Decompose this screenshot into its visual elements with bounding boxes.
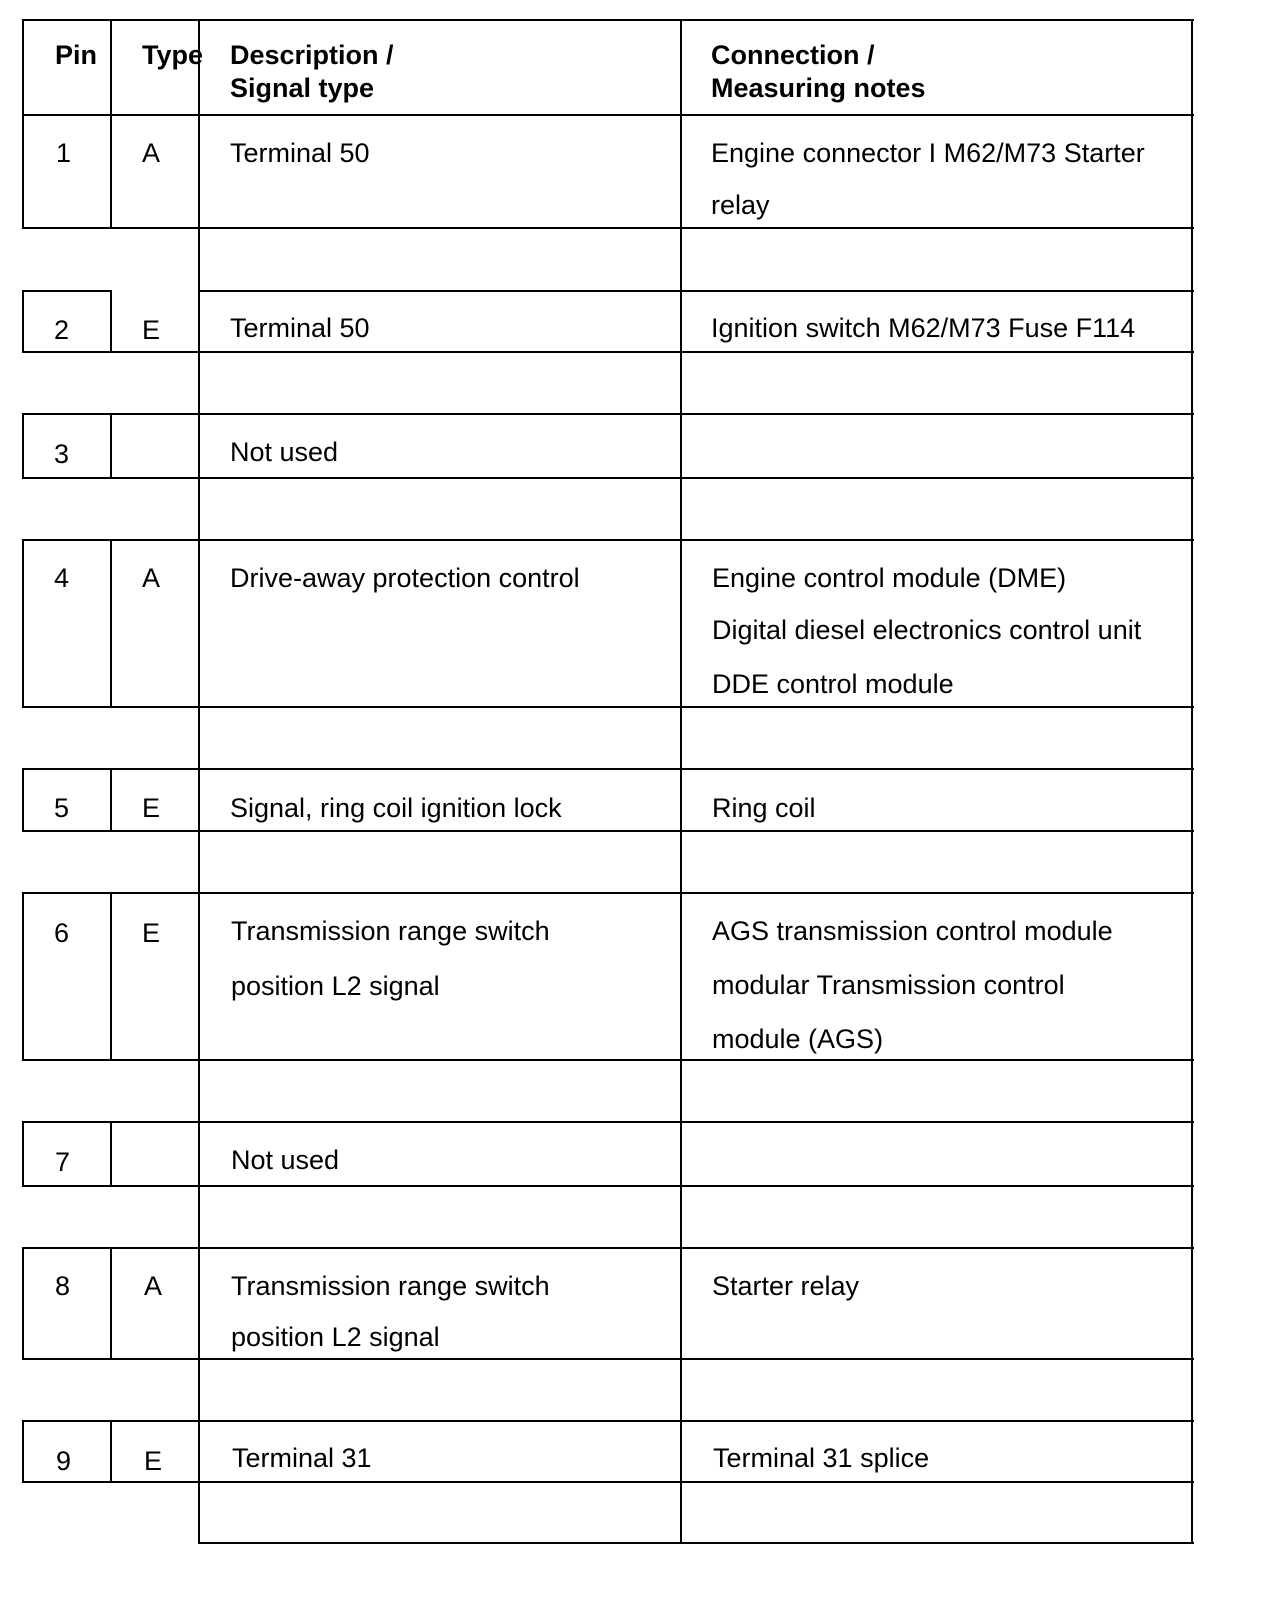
pin-connection: Engine control module (DME) xyxy=(712,563,1067,593)
pin-type: A xyxy=(142,138,161,168)
pin-connection: module (AGS) xyxy=(712,1024,884,1054)
pin-connection: Ignition switch M62/M73 Fuse F114 xyxy=(711,313,1136,343)
pin-connection: Digital diesel electronics control unit xyxy=(712,615,1142,645)
pin-description: Signal, ring coil ignition lock xyxy=(230,793,562,823)
pin-connection: Terminal 31 splice xyxy=(713,1443,930,1473)
left-border xyxy=(22,539,24,708)
pin-number: 6 xyxy=(54,918,70,948)
pin-number: 9 xyxy=(56,1446,72,1476)
column-divider xyxy=(110,1247,112,1360)
pin-connection: Engine connector I M62/M73 Starter xyxy=(711,138,1145,168)
pin-connection: Ring coil xyxy=(712,793,816,823)
left-border xyxy=(22,413,24,479)
pin-type: E xyxy=(142,918,161,948)
pin-type: E xyxy=(144,1446,163,1476)
column-divider xyxy=(110,768,112,832)
header-description-line2: Signal type xyxy=(230,73,375,103)
left-border xyxy=(22,1121,24,1187)
column-divider xyxy=(198,19,200,1544)
pin-connection: AGS transmission control module xyxy=(712,916,1113,946)
column-divider xyxy=(110,413,112,479)
column-divider xyxy=(110,1121,112,1187)
header-connection-line2: Measuring notes xyxy=(711,73,926,103)
table-bottom-border xyxy=(198,1542,1194,1544)
pin-number: 5 xyxy=(54,793,70,823)
pin-number: 1 xyxy=(56,138,72,168)
left-border xyxy=(22,19,24,229)
pin-number: 4 xyxy=(54,563,70,593)
pin-description: position L2 signal xyxy=(231,971,440,1001)
pin-description: Not used xyxy=(231,1145,340,1175)
pin-description: position L2 signal xyxy=(231,1322,440,1352)
column-divider xyxy=(110,892,112,1061)
pin-type: E xyxy=(142,315,161,345)
pin-number: 7 xyxy=(55,1147,71,1177)
pin-description: Terminal 50 xyxy=(230,138,370,168)
header-type: Type xyxy=(142,40,204,70)
header-description-line1: Description / xyxy=(230,40,394,70)
column-divider xyxy=(110,539,112,708)
pin-number: 8 xyxy=(55,1271,71,1301)
pin-type: A xyxy=(142,563,161,593)
pin-description: Transmission range switch xyxy=(231,1271,550,1301)
pin-type: A xyxy=(144,1271,163,1301)
header-pin: Pin xyxy=(55,40,98,70)
pin-description: Drive-away protection control xyxy=(230,563,580,593)
column-divider xyxy=(110,19,112,229)
left-border xyxy=(22,290,24,353)
pin-connection: Starter relay xyxy=(712,1271,860,1301)
left-border xyxy=(22,1420,24,1483)
left-border xyxy=(22,768,24,832)
pin-number: 2 xyxy=(54,315,70,345)
left-border xyxy=(22,892,24,1061)
pin-description: Terminal 50 xyxy=(230,313,370,343)
pin-connection: modular Transmission control xyxy=(712,970,1065,1000)
pin-connection: DDE control module xyxy=(712,669,954,699)
pin-description: Not used xyxy=(230,437,339,467)
right-border xyxy=(1191,19,1193,1544)
left-border xyxy=(22,1247,24,1360)
row-divider xyxy=(22,290,112,292)
row-divider xyxy=(198,290,1194,292)
pin-type: E xyxy=(142,793,161,823)
pin-description: Terminal 31 xyxy=(232,1443,372,1473)
pin-description: Transmission range switch xyxy=(231,916,550,946)
pin-number: 3 xyxy=(54,439,70,469)
column-divider xyxy=(110,1420,112,1483)
column-divider xyxy=(680,19,682,1544)
header-connection-line1: Connection / xyxy=(711,40,875,70)
column-divider xyxy=(110,290,112,353)
pin-connection: relay xyxy=(711,190,770,220)
